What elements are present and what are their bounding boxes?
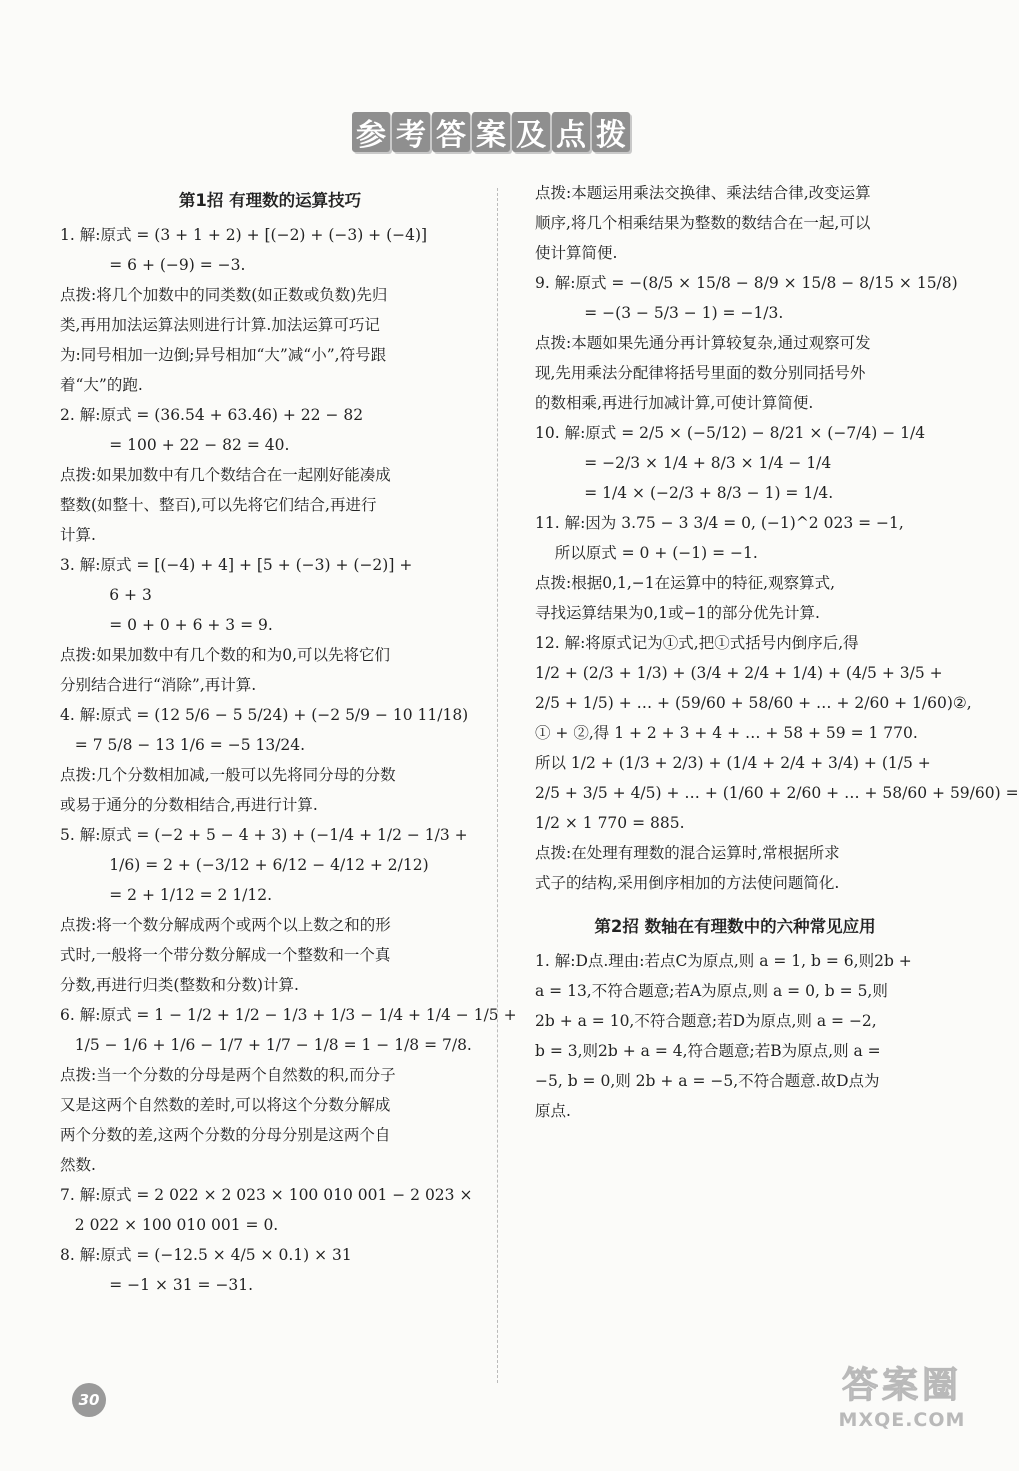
text-line: = 7 5/8 − 13 1/6 = −5 13/24. — [60, 736, 306, 754]
left-lines — [60, 220, 517, 1300]
text-line: 顺序,将几个相乘结果为整数的数结合在一起,可以 — [535, 214, 871, 232]
text-line: 1/2 × 1 770 = 885. — [535, 814, 685, 832]
text-line: −5, b = 0,则 2b + a = −5,不符合题意.故D点为 — [535, 1072, 880, 1090]
title-char: 答 — [432, 112, 470, 152]
text-line: 点拨:在处理有理数的混合运算时,常根据所求 — [535, 844, 840, 862]
text-line: 点拨:本题如果先通分再计算较复杂,通过观察可发 — [535, 334, 871, 352]
text-line: 又是这两个自然数的差时,可以将这个分数分解成 — [60, 1096, 391, 1114]
text-line: 2/5 + 3/5 + 4/5) + … + (1/60 + 2/60 + … + 58/60 + 59/60) = — [535, 784, 1019, 802]
column-divider — [497, 188, 498, 1383]
text-line: 点拨:如果加数中有几个数结合在一起刚好能凑成 — [60, 466, 391, 484]
text-line: 所以 1/2 + (1/3 + 2/3) + (1/4 + 2/4 + 3/4) + (1/5 + — [535, 754, 931, 772]
text-line: b = 3,则2b + a = 4,符合题意;若B为原点,则 a = — [535, 1042, 881, 1060]
title-char: 及 — [512, 112, 550, 152]
text-line: 然数. — [60, 1156, 96, 1174]
text-line: 式时,一般将一个带分数分解成一个整数和一个真 — [60, 946, 391, 964]
text-line: 或易于通分的分数相结合,再进行计算. — [60, 796, 318, 814]
right-lines-2 — [535, 946, 935, 1126]
text-line: 10. 解:原式 = 2/5 × (−5/12) − 8/21 × (−7/4) − 1/4 — [535, 424, 926, 442]
text-line: 点拨:将几个加数中的同类数(如正数或负数)先归 — [60, 286, 388, 304]
text-line: 5. 解:原式 = (−2 + 5 − 4 + 3) + (−1/4 + 1/2 − 1/3 + — [60, 826, 468, 844]
text-line: 11. 解:因为 3.75 − 3 3/4 = 0, (−1)^2 023 = −1, — [535, 514, 904, 532]
title-char: 参 — [352, 112, 390, 152]
text-line: = 100 + 22 − 82 = 40. — [60, 436, 290, 454]
text-line: 点拨:本题运用乘法交换律、乘法结合律,改变运算 — [535, 184, 871, 202]
watermark-url: MXQE.COM — [838, 1409, 966, 1431]
text-line: 1/6) = 2 + (−3/12 + 6/12 − 4/12 + 2/12) — [60, 856, 429, 874]
text-line: = −1 × 31 = −31. — [60, 1276, 254, 1294]
text-line: = −(3 − 5/3 − 1) = −1/3. — [535, 304, 784, 322]
text-line: 3. 解:原式 = [(−4) + 4] + [5 + (−3) + (−2)] + — [60, 556, 413, 574]
text-line: 8. 解:原式 = (−12.5 × 4/5 × 0.1) × 31 — [60, 1246, 352, 1264]
text-line: 12. 解:将原式记为①式,把①式括号内倒序后,得 — [535, 634, 859, 652]
title-char: 拨 — [592, 112, 630, 152]
watermark-text: 答案圈 — [841, 1365, 962, 1406]
text-line: 分数,再进行归类(整数和分数)计算. — [60, 976, 299, 994]
right-column — [535, 178, 1019, 1126]
text-line: = 1/4 × (−2/3 + 8/3 − 1) = 1/4. — [535, 484, 834, 502]
right-lines — [535, 178, 1019, 898]
text-line: 寻找运算结果为0,1或−1的部分优先计算. — [535, 604, 820, 622]
text-line: a = 13,不符合题意;若A为原点,则 a = 0, b = 5,则 — [535, 982, 888, 1000]
text-line: 1. 解:原式 = (3 + 1 + 2) + [(−2) + (−3) + (−4)] — [60, 226, 428, 244]
text-line: 现,先用乘法分配律将括号里面的数分别同括号外 — [535, 364, 866, 382]
text-line: 1. 解:D点.理由:若点C为原点,则 a = 1, b = 6,则2b + — [535, 952, 912, 970]
watermark-logo — [812, 1363, 992, 1453]
text-line: = 0 + 0 + 6 + 3 = 9. — [60, 616, 273, 634]
text-line: 2/5 + 1/5) + … + (59/60 + 58/60 + … + 2/60 + 1/60)②, — [535, 694, 972, 712]
title-char: 案 — [472, 112, 510, 152]
section-title-2: 第2招 数轴在有理数中的六种常见应用 — [594, 917, 876, 936]
text-line: 点拨:当一个分数的分母是两个自然数的积,而分子 — [60, 1066, 396, 1084]
text-line: 9. 解:原式 = −(8/5 × 15/8 − 8/9 × 15/8 − 8/15 × 15/8) — [535, 274, 958, 292]
page-number: 30 — [72, 1383, 106, 1417]
text-line: 分别结合进行“消除”,再计算. — [60, 676, 257, 694]
text-line: 2 022 × 100 010 001 = 0. — [60, 1216, 279, 1234]
text-line: 计算. — [60, 526, 96, 544]
text-line: 点拨:将一个数分解成两个或两个以上数之和的形 — [60, 916, 391, 934]
text-line: 两个分数的差,这两个分数的分母分别是这两个自 — [60, 1126, 391, 1144]
text-line: 7. 解:原式 = 2 022 × 2 023 × 100 010 001 − 2 023 × — [60, 1186, 473, 1204]
text-line: 类,再用加法运算法则进行计算.加法运算可巧记 — [60, 316, 380, 334]
text-line: 2. 解:原式 = (36.54 + 63.46) + 22 − 82 — [60, 406, 364, 424]
text-line: 整数(如整十、整百),可以先将它们结合,再进行 — [60, 496, 377, 514]
title-char: 考 — [392, 112, 430, 152]
text-line: 点拨:如果加数中有几个数的和为0,可以先将它们 — [60, 646, 391, 664]
text-line: 6 + 3 — [60, 586, 152, 604]
text-line: 点拨:几个分数相加减,一般可以先将同分母的分数 — [60, 766, 396, 784]
section-title: 第1招 有理数的运算技巧 — [178, 191, 362, 210]
text-line: 所以原式 = 0 + (−1) = −1. — [535, 544, 758, 562]
text-line: 1/5 − 1/6 + 1/6 − 1/7 + 1/7 − 1/8 = 1 − 1/8 = 7/8. — [60, 1036, 472, 1054]
text-line: 1/2 + (2/3 + 1/3) + (3/4 + 2/4 + 1/4) + (4/5 + 3/5 + — [535, 664, 943, 682]
text-line: 使计算简便. — [535, 244, 618, 262]
text-line: 式子的结构,采用倒序相加的方法使问题简化. — [535, 874, 840, 892]
text-line: 4. 解:原式 = (12 5/6 − 5 5/24) + (−2 5/9 − 10 11/18) — [60, 706, 469, 724]
text-line: = 2 + 1/12 = 2 1/12. — [60, 886, 273, 904]
text-line: = −2/3 × 1/4 + 8/3 × 1/4 − 1/4 — [535, 454, 832, 472]
text-line: 为:同号相加一边倒;异号相加“大”减“小”,符号跟 — [60, 346, 387, 364]
left-column — [60, 186, 517, 1300]
text-line: 6. 解:原式 = 1 − 1/2 + 1/2 − 1/3 + 1/3 − 1/4 + 1/4 − 1/5 + — [60, 1006, 517, 1024]
text-line: ① + ②,得 1 + 2 + 3 + 4 + … + 58 + 59 = 1 770. — [535, 724, 918, 742]
page-title — [352, 112, 636, 158]
text-line: 点拨:根据0,1,−1在运算中的特征,观察算式, — [535, 574, 836, 592]
text-line: 的数相乘,再进行加减计算,可使计算简便. — [535, 394, 814, 412]
title-char: 点 — [552, 112, 590, 152]
text-line: 2b + a = 10,不符合题意;若D为原点,则 a = −2, — [535, 1012, 877, 1030]
text-line: = 6 + (−9) = −3. — [60, 256, 246, 274]
text-line: 原点. — [535, 1102, 571, 1120]
text-line: 着“大”的跑. — [60, 376, 143, 394]
